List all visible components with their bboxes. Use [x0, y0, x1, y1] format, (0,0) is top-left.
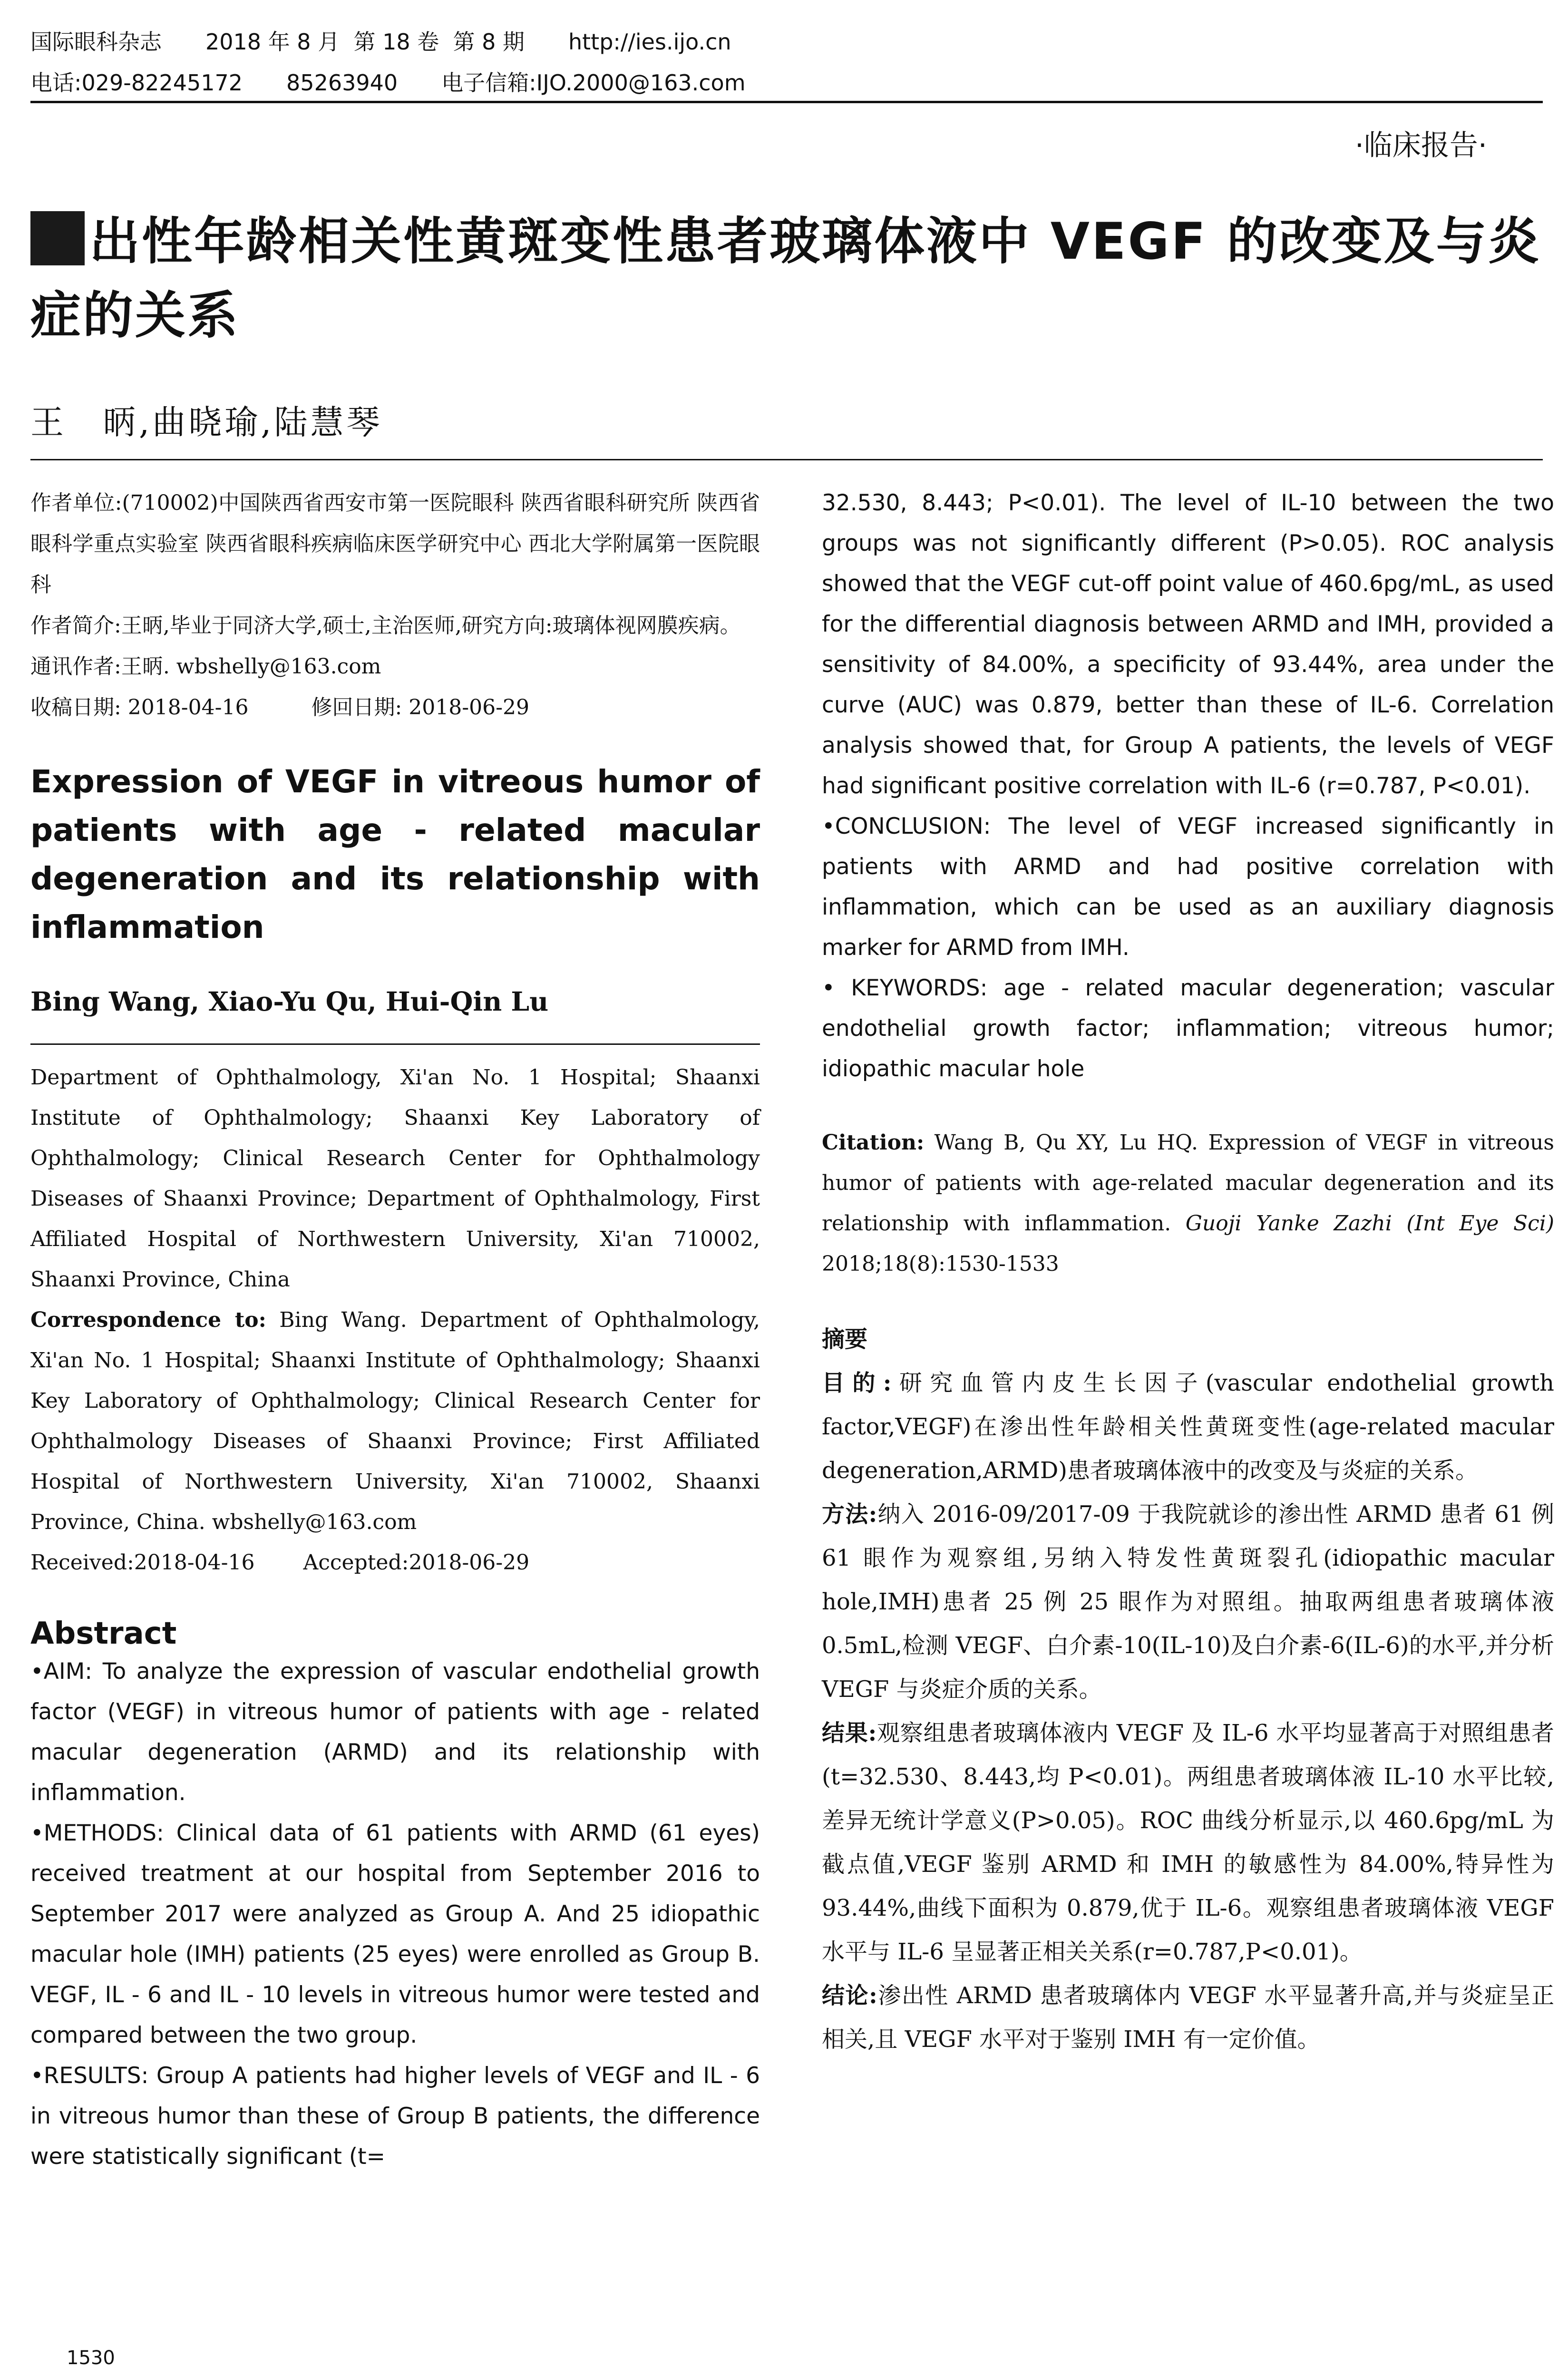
abstract-aim: •AIM: To analyze the expression of vascular endothelial growth factor (VEGF) in vitreous humor of patients with age - related macular degeneration (ARMD) and its relationship with inflammation. — [30, 1658, 760, 1806]
correspondence — [30, 1300, 760, 1542]
zh-methods — [822, 1492, 1554, 1711]
cn-author-bio: 作者简介:王昞,毕业于同济大学,硕士,主治医师,研究方向:玻璃体视网膜疾病。 — [30, 614, 741, 638]
section-tag: ·临床报告· — [1354, 129, 1487, 162]
zh-aim-label: 目的: — [822, 1370, 892, 1396]
header-rule — [30, 101, 1543, 103]
citation-text: Wang B, Qu XY, Lu HQ. Expression of VEGF in vitreous humor of patients with age-related macular degeneration and its relationship with inflammation. — [822, 1130, 1554, 1236]
zh-methods-label: 方法: — [822, 1501, 877, 1528]
zh-conclusion-text: 渗出性 ARMD 患者玻璃体内 VEGF 水平显著升高,并与炎症呈正相关,且 VEGF 水平对于鉴别 IMH 有一定价值。 — [822, 1982, 1554, 2053]
zh-abstract-heading: 摘要 — [822, 1326, 868, 1353]
right-column — [822, 483, 1554, 2061]
correspondence-label: Correspondence to: — [30, 1308, 266, 1332]
abstract-conclusion: •CONCLUSION: The level of VEGF increased significantly in patients with ARMD and had positive correlation with inflammation, which can be used as an auxiliary diagnosis marker for ARMD from IMH. — [822, 813, 1554, 961]
left-column — [30, 483, 760, 2177]
abstract-heading: Abstract — [30, 1616, 177, 1651]
cn-corresponding-author: 通讯作者:王昞. wbshelly@163.com — [30, 654, 381, 679]
title-first-char-mark — [30, 211, 85, 265]
journal-url[interactable]: http://ies.ijo.cn — [568, 29, 731, 55]
zh-conclusion-label: 结论: — [822, 1982, 877, 2009]
phone-1: 电话:029-82245172 — [30, 70, 243, 96]
citation-label: Citation: — [822, 1130, 925, 1155]
zh-methods-text: 纳入 2016-09/2017-09 于我院就诊的渗出性 ARMD 患者 61 例 61 眼作为观察组,另纳入特发性黄斑裂孔(idiopathic macular hole,IMH)患者 25 例 25 眼作为对照组。抽取两组患者玻璃体液 0.5mL,检测 VEGF、白介素-10(IL-10)及白介素-6(IL-6)的水平,并分析 VEGF 与炎症介质的关系。 — [822, 1501, 1554, 1703]
cn-affiliation: 作者单位:(710002)中国陕西省西安市第一医院眼科 陕西省眼科研究所 陕西省眼科学重点实验室 陕西省眼科疾病临床医学研究中心 西北大学附属第一医院眼科 — [30, 491, 760, 597]
abstract-methods: •METHODS: Clinical data of 61 patients with ARMD (61 eyes) received treatment at our hospital from September 2016 to September 2017 were analyzed as Group A. And 25 idiopathic macular hole (IMH) patients (25 eyes) were enrolled as Group B. VEGF, IL - 6 and IL - 10 levels in vitreous humor were tested and compared between the two group. — [30, 1820, 760, 2048]
zh-results-text: 观察组患者玻璃体液内 VEGF 及 IL-6 水平均显著高于对照组患者(t=32.530、8.443,均 P<0.01)。两组患者玻璃体液 IL-10 水平比较,差异无统计学意义(P>0.05)。ROC 曲线分析显示,以 460.6pg/mL 为截点值,VEGF 鉴别 ARMD 和 IMH 的敏感性为 84.00%,特异性为 93.44%,曲线下面积为 0.879,优于 IL-6。观察组患者玻璃体液 VEGF 水平与 IL-6 呈显著正相关关系(r=0.787,P<0.01)。 — [822, 1720, 1554, 1965]
cn-dates: 收稿日期: 2018-04-16 修回日期: 2018-06-29 — [30, 695, 529, 720]
journal-email: 电子信箱:IJO.2000@163.com — [441, 70, 746, 96]
english-authors-rule — [30, 1043, 760, 1045]
journal-header — [30, 25, 731, 56]
article-title-text: 出性年龄相关性黄斑变性患者玻璃体液中 VEGF 的改变及与炎症的关系 — [30, 212, 1541, 345]
zh-conclusion — [822, 1974, 1554, 2061]
abstract-results-start: •RESULTS: Group A patients had higher levels of VEGF and IL - 6 in vitreous humor than these of Group B patients, the difference were statistically significant (t= — [30, 2063, 760, 2170]
english-authors: Bing Wang, Xiao-Yu Qu, Hui-Qin Lu — [30, 986, 549, 1017]
phone-2: 85263940 — [286, 70, 398, 96]
english-title: Expression of VEGF in vitreous humor of patients with age - related macular degeneration and its relationship with inflammation — [30, 763, 760, 945]
abstract-keywords: • KEYWORDS: age - related macular degeneration; vascular endothelial growth factor; inflammation; vitreous humor; idiopathic macular hole — [822, 975, 1554, 1082]
abstract-results-cont: 32.530, 8.443; P<0.01). The level of IL-10 between the two groups was not significantly different (P>0.05). ROC analysis showed that the VEGF cut-off point value of 460.6pg/mL, as used for the differential diagnosis between ARMD and IMH, provided a sensitivity of 84.00%, a specificity of 93.44%, area under the curve (AUC) was 0.879, better than these of IL-6. Correlation analysis showed that, for Group A patients, the levels of VEGF had significant positive correlation with IL-6 (r=0.787, P<0.01). — [822, 490, 1554, 799]
zh-results-label: 结果: — [822, 1720, 877, 1746]
authors-rule — [30, 459, 1543, 460]
journal-name: 国际眼科杂志 — [30, 29, 162, 55]
zh-aim — [822, 1361, 1554, 1492]
authors-cn: 王 昞,曲晓瑜,陆慧琴 — [30, 403, 383, 442]
correspondence-text: Bing Wang. Department of Ophthalmology, Xi'an No. 1 Hospital; Shaanxi Institute of Ophthalmology; Shaanxi Key Laboratory of Ophthalmology; Clinical Research Center for Ophthalmology Diseases of Shaanxi Province; First Affiliated Hospital of Northwestern University, Xi'an 710002, Shaanxi Province, China. wbshelly@163.com — [30, 1308, 760, 1534]
received-accepted: Received:2018-04-16 Accepted:2018-06-29 — [30, 1550, 530, 1575]
article-title — [30, 205, 1543, 353]
english-affiliation: Department of Ophthalmology, Xi'an No. 1 Hospital; Shaanxi Institute of Ophthalmology; Shaanxi Key Laboratory of Ophthalmology; Clinical Research Center for Ophthalmology Diseases of Shaanxi Province; Department of Ophthalmology, First Affiliated Hospital of Northwestern University, Xi'an 710002, Shaanxi Province, China — [30, 1065, 760, 1292]
journal-contact — [30, 66, 746, 97]
citation-journal: Guoji Yanke Zazhi (Int Eye Sci) — [1185, 1211, 1554, 1236]
citation-tail: 2018;18(8):1530-1533 — [822, 1252, 1059, 1276]
journal-issue: 2018 年 8 月 第 18 卷 第 8 期 — [205, 29, 525, 55]
zh-results — [822, 1711, 1554, 1974]
citation — [822, 1122, 1554, 1284]
zh-aim-text: 研究血管内皮生长因子(vascular endothelial growth factor,VEGF)在渗出性年龄相关性黄斑变性(age-related macular degeneration,ARMD)患者玻璃体液中的改变及与炎症的关系。 — [822, 1370, 1554, 1484]
page-number: 1530 — [67, 2347, 115, 2369]
